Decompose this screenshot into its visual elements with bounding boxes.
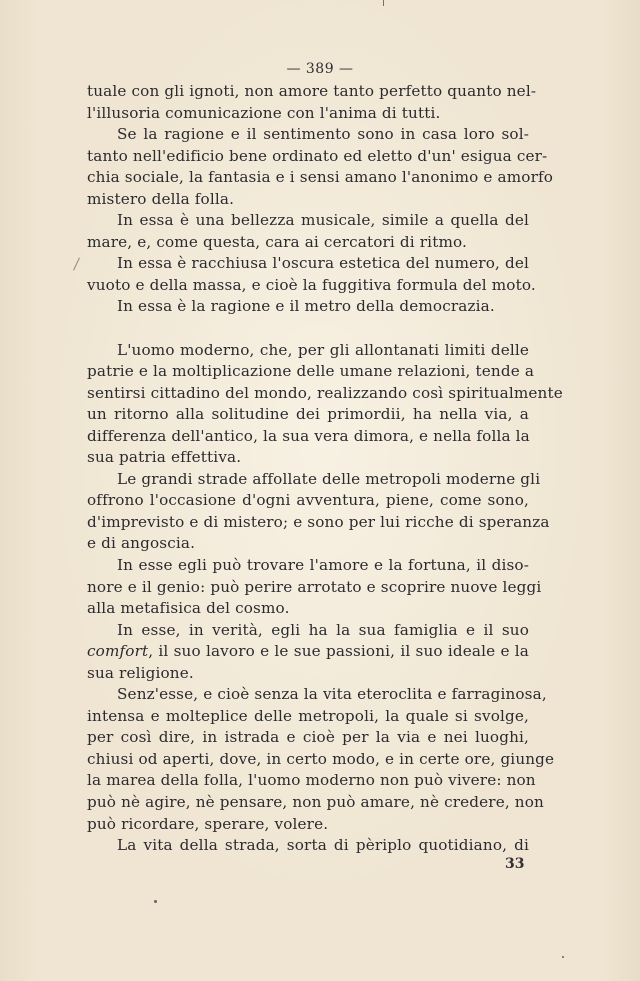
text-line: sentirsi cittadino del mondo, realizzando così spiritualmente (87, 383, 563, 402)
paragraph (87, 555, 542, 620)
text-line: può nè agire, nè pensare, non può amare, nè credere, non (87, 793, 544, 811)
text-line: In essa è una bellezza musicale, simile a quella del (117, 211, 529, 230)
text-line: mare, e, come questa, cara ai cercatori di ritmo. (87, 232, 467, 251)
italic-word: comfort (87, 642, 149, 661)
paragraph (87, 469, 550, 555)
paper-speck (562, 956, 564, 958)
text-line: tanto nell'edificio bene ordinato ed eletto d'un' esigua cer- (87, 146, 548, 165)
text-line: comfort, il suo lavoro e le sue passioni, il suo ideale e la (87, 642, 529, 661)
paragraph (87, 340, 563, 469)
page-header: — 389 — (286, 61, 354, 77)
margin-pencil-mark (73, 257, 80, 270)
text-line: offrono l'occasione d'ogni avventura, piene, come sono, (87, 491, 529, 510)
text-line: tuale con gli ignoti, non amore tanto perfetto quanto nel- (87, 82, 537, 100)
paragraph (87, 253, 536, 296)
text-line: d'imprevisto e di mistero; e sono per lui ricche di speranza (87, 512, 550, 531)
section-break (87, 318, 529, 340)
text-line: In essa è la ragione e il metro della democrazia. (117, 297, 495, 316)
paragraph (87, 296, 529, 318)
paragraph (87, 620, 529, 685)
text-line: patrie e la moltiplicazione delle umane relazioni, tende a (87, 362, 535, 381)
text-line: Senz'esse, e cioè senza la vita eteroclita e farraginosa, (117, 685, 547, 704)
paragraph (87, 81, 537, 124)
text-line: per così dire, in istrada e cioè per la via e nei luoghi, (87, 728, 529, 747)
text-line: intensa e molteplice delle metropoli, la quale si svolge, (87, 706, 529, 725)
signature-number: 33 (505, 856, 525, 872)
text-line: chia sociale, la fantasia e i sensi amano l'anonimo e amorfo (87, 168, 554, 187)
text-line: chiusi od aperti, dove, in certo modo, e in certe ore, giunge (87, 749, 555, 768)
text-line: In esse egli può trovare l'amore e la fortuna, il diso- (117, 555, 529, 574)
paper-speck (154, 900, 157, 903)
text-line: La vita della strada, sorta di pèriplo quotidiano, di (117, 836, 529, 855)
text-line: nore e il genio: può perire arrotato e scoprire nuove leggi (87, 577, 542, 596)
text-line: alla metafisica del cosmo. (87, 599, 290, 618)
text-line: può ricordare, sperare, volere. (87, 814, 329, 833)
binding-mark (383, 0, 384, 6)
paragraph (87, 210, 529, 253)
text-line: l'illusoria comunicazione con l'anima di tutti. (87, 103, 441, 122)
text-line: In essa è racchiusa l'oscura estetica del numero, del (117, 254, 529, 273)
text-line: sua religione. (87, 663, 194, 682)
text-line: un ritorno alla solitudine dei primordii, ha nella via, a (87, 405, 529, 424)
text-line: mistero della folla. (87, 189, 235, 208)
paragraph (87, 124, 554, 210)
text-line: e di angoscia. (87, 534, 196, 553)
text-line: L'uomo moderno, che, per gli allontanati limiti delle (117, 340, 529, 359)
text-line: Se la ragione e il sentimento sono in casa loro sol- (117, 125, 529, 144)
paragraph (87, 835, 529, 857)
body-text (87, 81, 563, 857)
text-line: sua patria effettiva. (87, 448, 242, 467)
text-line: la marea della folla, l'uomo moderno non può vivere: non (87, 771, 536, 790)
text-line: vuoto e della massa, e cioè la fuggitiva formula del moto. (87, 275, 536, 294)
text-line: In esse, in verità, egli ha la sua famiglia e il suo (117, 620, 529, 639)
paragraph (87, 684, 555, 835)
text-line: differenza dell'antico, la sua vera dimora, e nella folla la (87, 426, 530, 445)
text-line: Le grandi strade affollate delle metropoli moderne gli (117, 469, 541, 488)
